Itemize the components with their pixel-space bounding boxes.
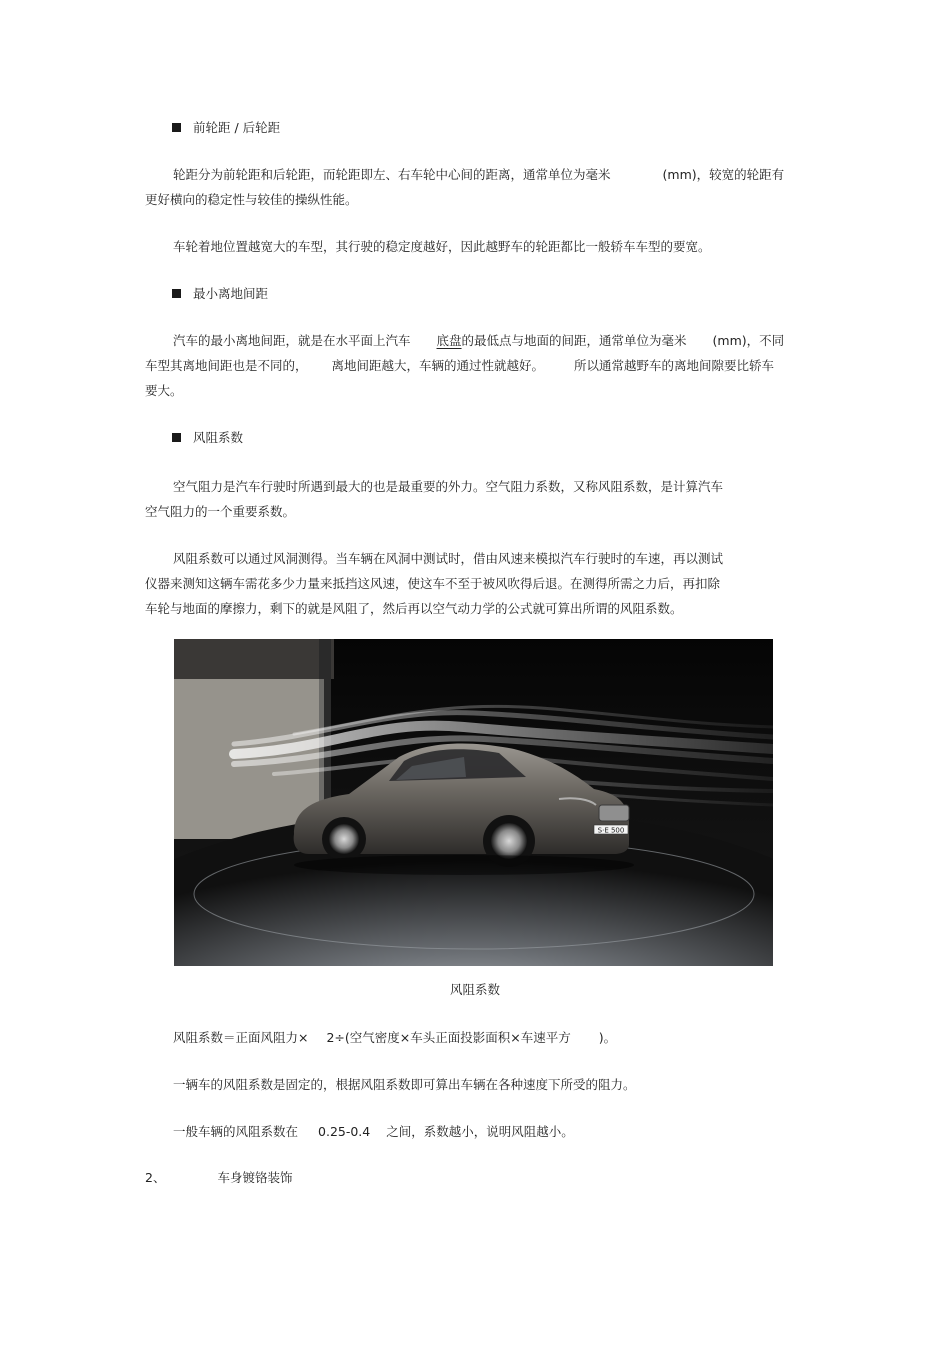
bullet-square-icon: [172, 123, 181, 132]
text-line: 仪器来测知这辆车需花多少力量来抵挡这风速，使这车不至于被风吹得后退。在测得所需之力后，再扣除: [145, 576, 721, 591]
text-line: 一辆车的风阻系数是固定的，根据风阻系数即可算出车辆在各种速度下所受的阻力。: [173, 1077, 636, 1092]
text-line: 一般车辆的风阻系数在 0.25-0.4 之间，系数越小，说明风阻越小。: [173, 1124, 574, 1139]
paragraph-track-width: [145, 162, 805, 212]
image-caption: 风阻系数: [449, 982, 500, 997]
text-line: 风阻系数可以通过风洞测得。当车辆在风洞中测试时，借由风速来模拟汽车行驶时的车速，再以测试: [173, 551, 724, 566]
tunnel-ceiling: [174, 639, 334, 679]
bullet-square-icon: [172, 433, 181, 442]
link-chassis: 底盘: [436, 333, 462, 348]
bullet-square-icon: [172, 289, 181, 298]
section-heading-drag-coefficient: 风阻系数: [172, 428, 243, 448]
text-line: 空气阻力的一个重要系数。: [145, 504, 296, 519]
wind-tunnel-illustration: [174, 639, 773, 966]
paragraph-track-stability: [145, 234, 805, 259]
text-line: 空气阻力是汽车行驶时所遇到最大的也是最重要的外力。空气阻力系数，又称风阻系数，是计算汽车: [173, 479, 724, 494]
text-line: 风阻系数＝正面风阻力× 2÷(空气密度×车头正面投影面积×车速平方 )。: [173, 1030, 617, 1045]
section-heading-track-width: 前轮距 / 后轮距: [172, 118, 280, 138]
paragraph-typical-range: [145, 1119, 805, 1144]
text-line: 更好横向的稳定性与较佳的操纵性能。: [145, 192, 358, 207]
text-line: 要大。: [145, 383, 183, 398]
text-line: 车轮与地面的摩擦力，剩下的就是风阻了，然后再以空气动力学的公式就可算出所谓的风阻系数。: [145, 601, 683, 616]
paragraph-wind-tunnel: [145, 546, 805, 621]
section-heading-ground-clearance: 最小离地间距: [172, 284, 268, 304]
license-plate: S·E 500: [597, 826, 625, 835]
car-shadow: [294, 855, 634, 875]
section-heading-chrome-trim: 2、 车身镀铬装饰: [145, 1170, 293, 1185]
paragraph-air-resistance: [145, 474, 805, 524]
text-line: 车型其离地间距也是不同的， 离地间距越大，车辆的通过性就越好。 所以通常越野车的离地间隙要比轿车: [145, 358, 775, 373]
text-line: 汽车的最小离地间距，就是在水平面上汽车 底盘的最低点与地面的间距，通常单位为毫米 (mm)，不同: [173, 333, 785, 348]
paragraph-ground-clearance: [145, 328, 805, 403]
text-line: 车轮着地位置越宽大的车型，其行驶的稳定度越好，因此越野车的轮距都比一般轿车车型的要宽。: [173, 239, 711, 254]
formula-line: [145, 1025, 805, 1050]
paragraph-fixed-coefficient: [145, 1072, 805, 1097]
wind-tunnel-car-photo: [174, 639, 773, 966]
text-line: 轮距分为前轮距和后轮距，而轮距即左、右车轮中心间的距离，通常单位为毫米 (mm)，较宽的轮距有: [173, 167, 785, 182]
